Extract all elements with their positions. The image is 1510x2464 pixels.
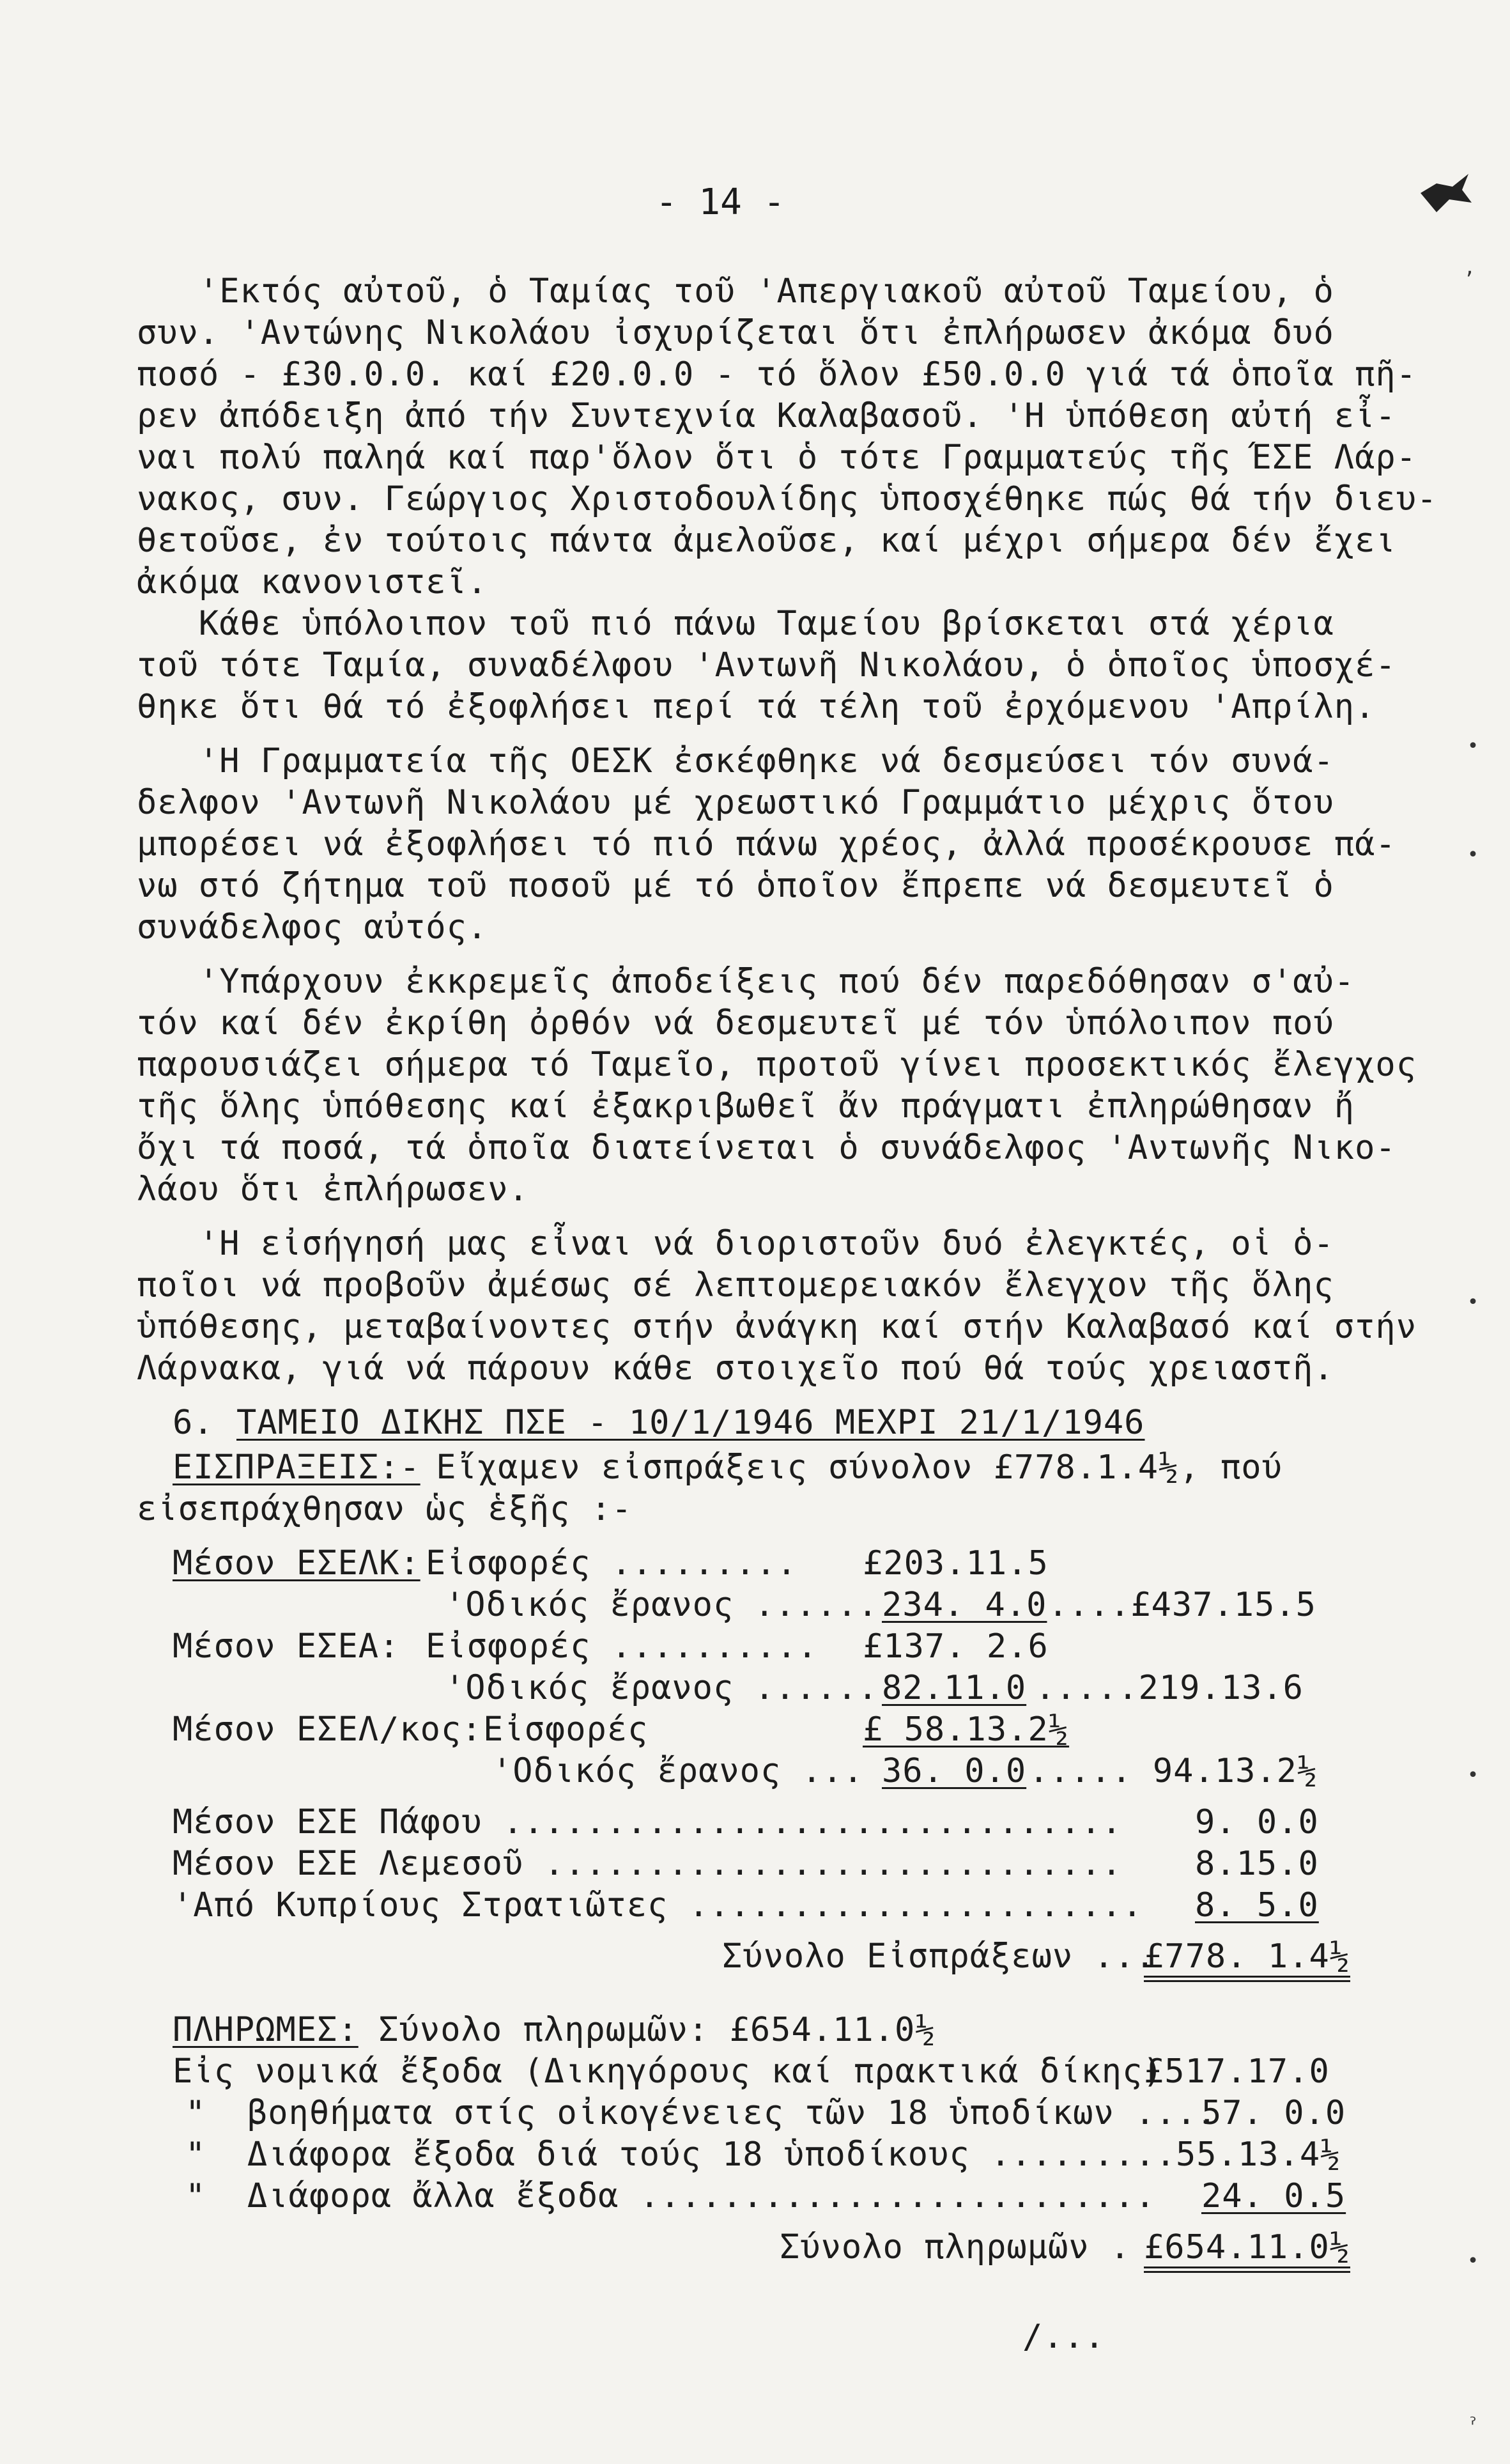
text-line: δελφον 'Αντωνῆ Νικολάου μέ χρεωστικό Γραμμάτιο μέχρις ὅτου: [137, 784, 1334, 822]
receipt-simple-label: Μέσον ΕΣΕ Πάφου ..............................: [173, 1803, 1123, 1841]
receipt-simple-total: 8.15.0: [1195, 1845, 1319, 1883]
text-line: συν. 'Αντώνης Νικολάου ἰσχυρίζεται ὅτι ἐπλήρωσεν ἀκόμα δυό: [137, 314, 1334, 352]
receipt-simple-label: Μέσον ΕΣΕ Λεμεσοῦ ............................: [173, 1845, 1123, 1883]
margin-speck: ˀ: [1467, 2416, 1479, 2438]
text-line: ρεν ἀπόδειξη ἀπό τήν Συντεχνία Καλαβασοῦ. 'Η ὑπόθεση αὐτή εἶ-: [137, 397, 1396, 435]
stamp-mark-icon: [1417, 167, 1475, 219]
receipt-item: 'Οδικός ἔρανος ...: [492, 1752, 864, 1790]
text-line: ἀκόμα κανονιστεῖ.: [137, 563, 488, 601]
page-number: - 14 -: [656, 182, 785, 223]
payments-total-label: Σύνολο πληρωμῶν .: [780, 2228, 1131, 2266]
text-line: τοῦ τότε Ταμία, συναδέλφου 'Αντωνῆ Νικολάου, ὁ ὁποῖος ὑποσχέ-: [137, 646, 1396, 685]
receipt-amount: £137. 2.6: [863, 1627, 1049, 1666]
receipt-simple-label: 'Από Κυπρίους Στρατιῶτες ......................: [173, 1886, 1143, 1925]
receipt-item: 'Οδικός ἔρανος ......: [445, 1586, 879, 1624]
receipt-amount: £203.11.5: [863, 1544, 1049, 1583]
continuation-mark: /...: [1022, 2318, 1106, 2356]
receipt-source: Μέσον ΕΣΕΛ/κος:: [173, 1710, 482, 1749]
receipt-source: Μέσον ΕΣΕΑ:: [173, 1627, 400, 1666]
receipt-simple-total: 8. 5.0: [1195, 1886, 1319, 1925]
text-line: ὄχι τά ποσά, τά ὁποῖα διατείνεται ὁ συνάδελφος 'Αντωνῆς Νικο-: [137, 1129, 1396, 1167]
receipt-amount: 82.11.0: [882, 1669, 1027, 1707]
receipt-amount: 36. 0.0: [882, 1752, 1027, 1790]
payments-intro: Σύνολο πληρωμῶν: £654.11.0½: [358, 2011, 936, 2049]
section-number: 6.: [173, 1404, 214, 1442]
payment-label: Εἰς νομικά ἔξοδα (Δικηγόρους καί πρακτικά δίκης): [173, 2052, 1164, 2091]
receipt-amount: £ 58.13.2½: [863, 1710, 1070, 1749]
text-line: Λάρνακα, γιά νά πάρουν κάθε στοιχεῖο πού θά τούς χρειαστῆ.: [137, 1349, 1334, 1388]
text-line: 'Η Γραμματεία τῆς ΟΕΣΚ ἐσκέφθηκε νά δεσμεύσει τόν συνά-: [137, 742, 1334, 780]
payments-heading: ΠΛΗΡΩΜΕΣ:: [173, 2011, 358, 2049]
receipts-heading: ΕΙΣΠΡΑΞΕΙΣ:-: [173, 1448, 420, 1487]
receipt-amount: 234. 4.0: [882, 1586, 1047, 1624]
receipt-item: Εἰσφορές ..........: [426, 1627, 818, 1666]
text-line: 'Η εἰσήγησή μας εἶναι νά διοριστοῦν δυό ἐλεγκτές, οἱ ὁ-: [137, 1225, 1334, 1263]
receipt-item: Εἰσφορές .........: [426, 1544, 797, 1583]
payment-label: " Διάφορα ἄλλα ἔξοδα .........................: [185, 2177, 1156, 2215]
text-line: συνάδελφος αὐτός.: [137, 908, 488, 947]
margin-speck: •: [1467, 735, 1479, 757]
receipt-total: .....219.13.6: [1035, 1669, 1304, 1707]
receipts-intro-2: εἰσεπράχθησαν ὡς ἑξῆς :-: [137, 1490, 633, 1528]
payment-label: " Διάφορα ἔξοδα διά τούς 18 ὑποδίκους .........: [185, 2135, 1176, 2174]
receipt-item: 'Οδικός ἔρανος ......: [445, 1669, 879, 1707]
receipt-total: ..... 94.13.2½: [1029, 1752, 1318, 1790]
text-line: θετοῦσε, ἐν τούτοις πάντα ἀμελοῦσε, καί μέχρι σήμερα δέν ἔχει: [137, 522, 1396, 560]
text-line: μπορέσει νά ἐξοφλήσει τό πιό πάνω χρέος, ἀλλά προσέκρουσε πά-: [137, 825, 1396, 864]
section-title: ΤΑΜΕΙΟ ΔΙΚΗΣ ΠΣΕ - 10/1/1946 ΜΕΧΡΙ 21/1/1946: [236, 1404, 1145, 1442]
margin-speck: •: [1467, 844, 1479, 866]
payment-value: 57. 0.0: [1201, 2094, 1346, 2132]
payment-value: 24. 0.5: [1201, 2177, 1346, 2215]
receipts-total-label: Σύνολο Εἰσπράξεων ...: [722, 1937, 1156, 1976]
text-line: παρουσιάζει σήμερα τό Ταμεῖο, προτοῦ γίνει προσεκτικός ἔλεγχος: [137, 1046, 1417, 1084]
receipt-simple-total: 9. 0.0: [1195, 1803, 1319, 1841]
receipt-item: Εἰσφορές: [483, 1710, 649, 1749]
margin-speck: •: [1467, 2250, 1479, 2272]
text-line: 'Εκτός αὐτοῦ, ὁ Ταμίας τοῦ 'Απεργιακοῦ αὐτοῦ Ταμείου, ὁ: [137, 272, 1334, 311]
text-line: νω στό ζήτημα τοῦ ποσοῦ μέ τό ὁποῖον ἔπρεπε νά δεσμευτεῖ ὁ: [137, 867, 1334, 905]
text-line: νακος, συν. Γεώργιος Χριστοδουλίδης ὑποσχέθηκε πώς θά τήν διευ-: [137, 480, 1438, 518]
text-line: ὑπόθεσης, μεταβαίνοντες στήν ἀνάγκη καί στήν Καλαβασό καί στήν: [137, 1308, 1417, 1346]
receipts-total-value: £778. 1.4½: [1144, 1937, 1350, 1982]
payments-total-value: £654.11.0½: [1144, 2228, 1350, 2273]
text-line: Κάθε ὑπόλοιπον τοῦ πιό πάνω Ταμείου βρίσκεται στά χέρια: [137, 605, 1334, 643]
margin-speck: •: [1467, 1291, 1479, 1313]
text-line: 'Υπάρχουν ἐκκρεμεῖς ἀποδείξεις πού δέν παρεδόθησαν σ'αὐ-: [137, 963, 1355, 1001]
receipt-total: ....£437.15.5: [1048, 1586, 1316, 1624]
margin-speck: •: [1467, 1764, 1479, 1786]
text-line: λάου ὅτι ἐπλήρωσεν.: [137, 1170, 529, 1209]
receipts-intro: Εἴχαμεν εἰσπράξεις σύνολον £778.1.4½, πού: [415, 1448, 1283, 1487]
payment-value: 55.13.4½: [1176, 2135, 1341, 2174]
text-line: τόν καί δέν ἐκρίθη ὀρθόν νά δεσμευτεῖ μέ τόν ὑπόλοιπον πού: [137, 1004, 1334, 1042]
text-line: ποῖοι νά προβοῦν ἀμέσως σέ λεπτομερειακόν ἔλεγχον τῆς ὅλης: [137, 1266, 1334, 1305]
text-line: ποσό - £30.0.0. καί £20.0.0 - τό ὅλον £50.0.0 γιά τά ὁποῖα πῆ-: [137, 355, 1417, 394]
text-line: ναι πολύ παληά καί παρ'ὅλον ὅτι ὁ τότε Γραμματεύς τῆς ΈΣΕ Λάρ-: [137, 438, 1417, 477]
payment-label: " βοηθήματα στίς οἰκογένειες τῶν 18 ὑποδίκων ....: [185, 2094, 1218, 2132]
payment-value: £517.17.0: [1144, 2052, 1330, 2091]
margin-speck: ʼ: [1463, 268, 1475, 291]
text-line: θηκε ὅτι θά τό ἐξοφλήσει περί τά τέλη τοῦ ἐρχόμενου 'Απρίλη.: [137, 688, 1376, 726]
text-line: τῆς ὅλης ὑπόθεσης καί ἐξακριβωθεῖ ἄν πράγματι ἐπληρώθησαν ἤ: [137, 1087, 1355, 1126]
receipt-source: Μέσον ΕΣΕΛΚ:: [173, 1544, 420, 1583]
